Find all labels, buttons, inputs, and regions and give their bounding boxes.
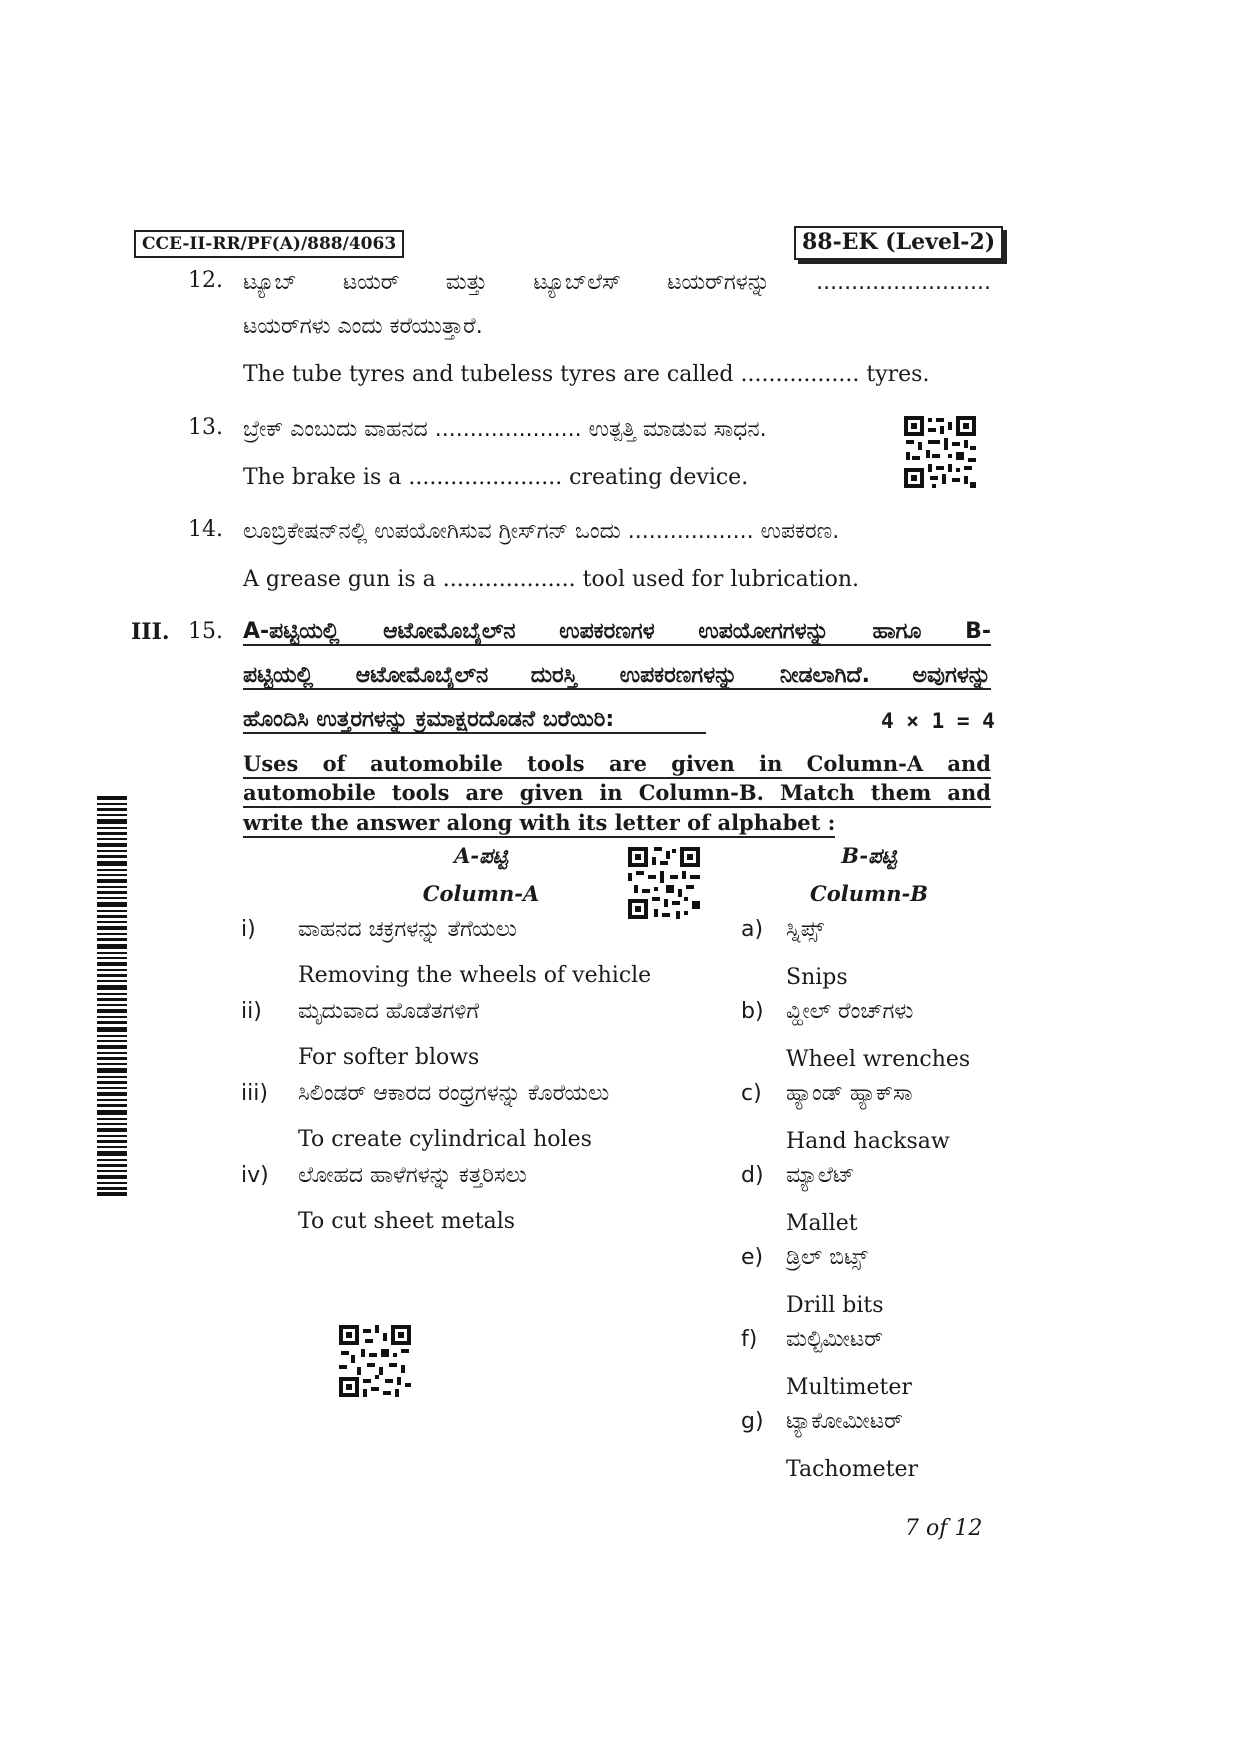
question-number: 12. bbox=[188, 268, 223, 293]
column-b-item-en: Snips bbox=[786, 965, 848, 990]
question-text-en: write the answer along with its letter of alphabet : bbox=[243, 810, 835, 838]
list-item-label: c) bbox=[741, 1081, 762, 1106]
question-text-en: The brake is a ...................... creating device. bbox=[243, 465, 749, 490]
list-item-label: ii) bbox=[241, 999, 262, 1024]
question-text-en: The tube tyres and tubeless tyres are called ................. tyres. bbox=[243, 362, 930, 387]
question-text-kn: ಬ್ರೇಕ್ ಎಂಬುದು ವಾಹನದ ..................... ಉತ್ಪತ್ತಿ ಮಾಡುವ ಸಾಧನ. bbox=[243, 417, 767, 442]
column-a-item-kn: ಲೋಹದ ಹಾಳೆಗಳನ್ನು ಕತ್ತರಿಸಲು bbox=[298, 1163, 527, 1188]
column-b-item-en: Wheel wrenches bbox=[786, 1047, 971, 1072]
question-text-en: A grease gun is a ................... tool used for lubrication. bbox=[243, 567, 859, 592]
qr-code-icon bbox=[337, 1323, 413, 1399]
qr-code-icon bbox=[626, 845, 702, 921]
list-item-label: g) bbox=[741, 1409, 764, 1434]
question-number: 15. bbox=[188, 619, 223, 644]
qr-code-icon bbox=[902, 414, 978, 490]
subject-code: 88-EK (Level-2) bbox=[794, 226, 1003, 260]
column-b-item-kn: ಟ್ಯಾಕೋಮೀಟರ್ bbox=[786, 1409, 903, 1434]
question-text-kn: ಲೂಬ್ರಿಕೇಷನ್‌ನಲ್ಲಿ ಉಪಯೋಗಿಸುವ ಗ್ರೀಸ್‌ಗನ್ ಒಂದು .................. ಉಪಕರಣ. bbox=[243, 519, 840, 544]
list-item-label: b) bbox=[741, 999, 764, 1024]
column-b-item-en: Hand hacksaw bbox=[786, 1129, 950, 1154]
list-item-label: d) bbox=[741, 1163, 764, 1188]
column-b-item-en: Tachometer bbox=[786, 1457, 919, 1482]
list-item-label: iv) bbox=[241, 1163, 269, 1188]
column-a-item-en: To create cylindrical holes bbox=[298, 1127, 592, 1152]
question-text-kn: A-ಪಟ್ಟಿಯಲ್ಲಿ ಆಟೋಮೊಬೈಲ್‌ನ ಉಪಕರಣಗಳ ಉಪಯೋಗಗಳನ್ನು ಹಾಗೂ B- bbox=[243, 619, 991, 644]
column-b-item-kn: ಮ್ಯಾಲೆಟ್ bbox=[786, 1163, 855, 1188]
question-text-kn: ಪಟ್ಟಿಯಲ್ಲಿ ಆಟೋಮೊಬೈಲ್‌ನ ದುರಸ್ತಿ ಉಪಕರಣಗಳನ್ನು ನೀಡಲಾಗಿದೆ. ಅವುಗಳನ್ನು bbox=[243, 663, 991, 688]
column-a-heading: Column-A bbox=[422, 881, 540, 906]
question-number: 13. bbox=[188, 415, 223, 440]
column-b-item-kn: ಮಲ್ಟಿಮೀಟರ್ bbox=[786, 1327, 884, 1352]
section-number: III. bbox=[131, 619, 170, 645]
marks-allocation: 4 × 1 = 4 bbox=[881, 709, 995, 733]
column-a-item-kn: ವಾಹನದ ಚಕ್ರಗಳನ್ನು ತೆಗೆಯಲು bbox=[298, 917, 517, 942]
column-b-item-en: Multimeter bbox=[786, 1375, 912, 1400]
question-text-kn: ಟ್ಯೂಬ್ ಟಯರ್ ಮತ್ತು ಟ್ಯೂಬ್‌ಲೆಸ್ ಟಯರ್‌ಗಳನ್ನು ......................... bbox=[243, 270, 991, 295]
column-a-heading-kn: A-ಪಟ್ಟಿ bbox=[454, 843, 508, 868]
list-item-label: iii) bbox=[241, 1081, 268, 1106]
column-b-item-en: Drill bits bbox=[786, 1293, 884, 1318]
column-a-item-en: Removing the wheels of vehicle bbox=[298, 963, 652, 988]
list-item-label: f) bbox=[741, 1327, 758, 1352]
column-b-heading: Column-B bbox=[810, 881, 928, 906]
list-item-label: a) bbox=[741, 917, 764, 942]
list-item-label: e) bbox=[741, 1245, 764, 1270]
barcode-icon bbox=[97, 796, 127, 1196]
paper-code: CCE-II-RR/PF(A)/888/4063 bbox=[134, 230, 404, 258]
column-b-heading-kn: B-ಪಟ್ಟಿ bbox=[841, 843, 897, 868]
column-b-item-kn: ಸ್ನಿಪ್ಸ್ bbox=[786, 917, 824, 942]
column-a-item-en: To cut sheet metals bbox=[298, 1209, 516, 1234]
list-item-label: i) bbox=[241, 917, 256, 942]
question-text-en: Uses of automobile tools are given in Column-A and bbox=[243, 751, 991, 779]
column-a-item-kn: ಮೃದುವಾದ ಹೊಡೆತಗಳಿಗೆ bbox=[298, 999, 480, 1024]
page-number: 7 of 12 bbox=[905, 1516, 983, 1541]
question-text-en: automobile tools are given in Column-B. Match them and bbox=[243, 780, 991, 808]
question-number: 14. bbox=[188, 517, 223, 542]
column-b-item-kn: ವ್ಹೀಲ್ ರೆಂಚ್‌ಗಳು bbox=[786, 999, 914, 1024]
column-b-item-kn: ಹ್ಯಾಂಡ್ ಹ್ಯಾಕ್‌ಸಾ bbox=[786, 1081, 913, 1106]
column-a-item-en: For softer blows bbox=[298, 1045, 480, 1070]
question-text-kn: ಹೊಂದಿಸಿ ಉತ್ತರಗಳನ್ನು ಕ್ರಮಾಕ್ಷರದೊಡನೆ ಬರೆಯಿರಿ: bbox=[243, 707, 706, 734]
question-text-kn: ಟಯರ್‌ಗಳು ಎಂದು ಕರೆಯುತ್ತಾರೆ. bbox=[243, 314, 483, 339]
column-a-item-kn: ಸಿಲಿಂಡರ್ ಆಕಾರದ ರಂಧ್ರಗಳನ್ನು ಕೊರೆಯಲು bbox=[298, 1081, 610, 1106]
column-b-item-en: Mallet bbox=[786, 1211, 858, 1236]
column-b-item-kn: ಡ್ರಿಲ್ ಬಿಟ್ಸ್ bbox=[786, 1245, 868, 1270]
